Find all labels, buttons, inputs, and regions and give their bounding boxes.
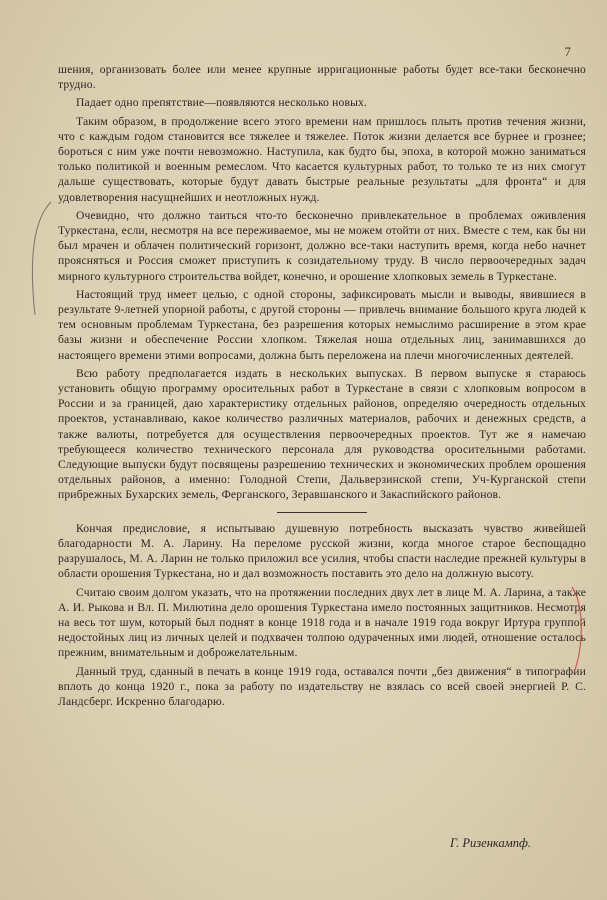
- paragraph-3: Таким образом, в продолжение всего этого времени нам пришлось плыть против течения жизни, что с каждым годом становится все тяжелее и тяжелее. Поток жизни делается все бурнее и грознее; бороться с ним уже почти невозможно. Наступила, как будто бы, эпоха, в которой можно заниматься только политикой и военным ремеслом. Что касается культурных работ, то только те из них смогут дальше существовать, которые будут давать быстрые реальные результаты „для фронта“ и для удовлетворения насущнейших и неотложных нужд.: [58, 114, 586, 204]
- paragraph-1: шения, организовать более или менее крупные ирригационные работы будет все-таки бесконечно трудно.: [58, 63, 586, 92]
- paragraph-4: Очевидно, что должно таиться что-то бесконечно привлекательное в проблемах оживления Туркестана, если, несмотря на все переживаемое, мы не можем отойти от них. Вместе с тем, как бы ни был мрачен и облачен политический горизонт, должно все-таки наступить время, когда небо начнет проясняться и Россия сможет приступить к созидательному труду. В число первоочередных задач мирного культурного строительства войдет, конечно, и орошение хлопковых земель в Туркестане.: [58, 208, 586, 283]
- document-body: [58, 62, 586, 712]
- red-pencil-margin-mark: [568, 585, 588, 675]
- paragraph-7: Кончая предисловие, я испытываю душевную потребность высказать чувство живейшей благодарности М. А. Ларину. На переломе русской жизни, когда многое старое беспощадно разрушалось, М. А. Ларин не только приложил все усилия, чтобы спасти наследие прежней культуры в области орошения Туркестана, но и дал возможность поставить это дело на должную высоту.: [58, 521, 586, 581]
- paragraph-8: Считаю своим долгом указать, что на протяжении последних двух лет в лице М. А. Ларина, а также А. И. Рыкова и Вл. П. Милютина дело орошения Туркестана имело постоянных защитников. Несмотря на весь тот шум, который был поднят в конце 1918 года и в начале 1919 года вокруг Иртура группой недостойных лиц из личных целей и подхвачен толпою одураченных ими людей, отношение осталось прежним, внимательным и доброжелательным.: [58, 585, 586, 660]
- paragraph-6: Всю работу предполагается издать в нескольких выпусках. В первом выпуске я стараюсь установить общую программу оросительных работ в Туркестане в связи с хлопковым вопросом в России и за границей, даю характеристику отдельных районов, определяю очередность отдельных проектов, устанавливаю, какое количество различных материалов, рабочих и денежных средств, а также валюты, потребуется для осуществления первоочередных проектов. Тут же я намечаю требующееся количество технического персонала для руководства оросительными работами. Следующие выпуски будут посвящены разрешению технических и экономических проблем орошения отдельных районов, а именно: Голодной Степи, Дальверзинской степи, Уч-Курганской степи прибрежных Бухарских земель, Ферганского, Зеравшанского и Закаспийского районов.: [58, 366, 586, 502]
- author-signature: Г. Ризенкампф.: [450, 836, 531, 850]
- paragraph-5: Настоящий труд имеет целью, с одной стороны, зафиксировать мысли и выводы, явившиеся в результате 9-летней упорной работы, с другой стороны — привлечь внимание большого круга людей к тем основным проблемам Туркестана, без разрешения которых немыслимо расширение в этом крае базы жизни и обеспечение России хлопком. Тяжелая ноша отдельных лиц, занимавшихся до настоящего времени этими вопросами, должна быть переложена на плечи многочисленных деятелей.: [58, 287, 586, 362]
- paragraph-2: Падает одно препятствие—появляются несколько новых.: [76, 96, 367, 110]
- section-divider: [277, 512, 367, 513]
- page-number: 7: [564, 44, 571, 59]
- paragraph-9: Данный труд, сданный в печать в конце 1919 года, оставался почти „без движения“ в типографии вплоть до конца 1920 г., пока за работу по издательству не взялась со всей своей энергией Р. С. Ландсберг. Искренно благодарю.: [58, 664, 586, 708]
- pencil-margin-mark: [25, 200, 55, 320]
